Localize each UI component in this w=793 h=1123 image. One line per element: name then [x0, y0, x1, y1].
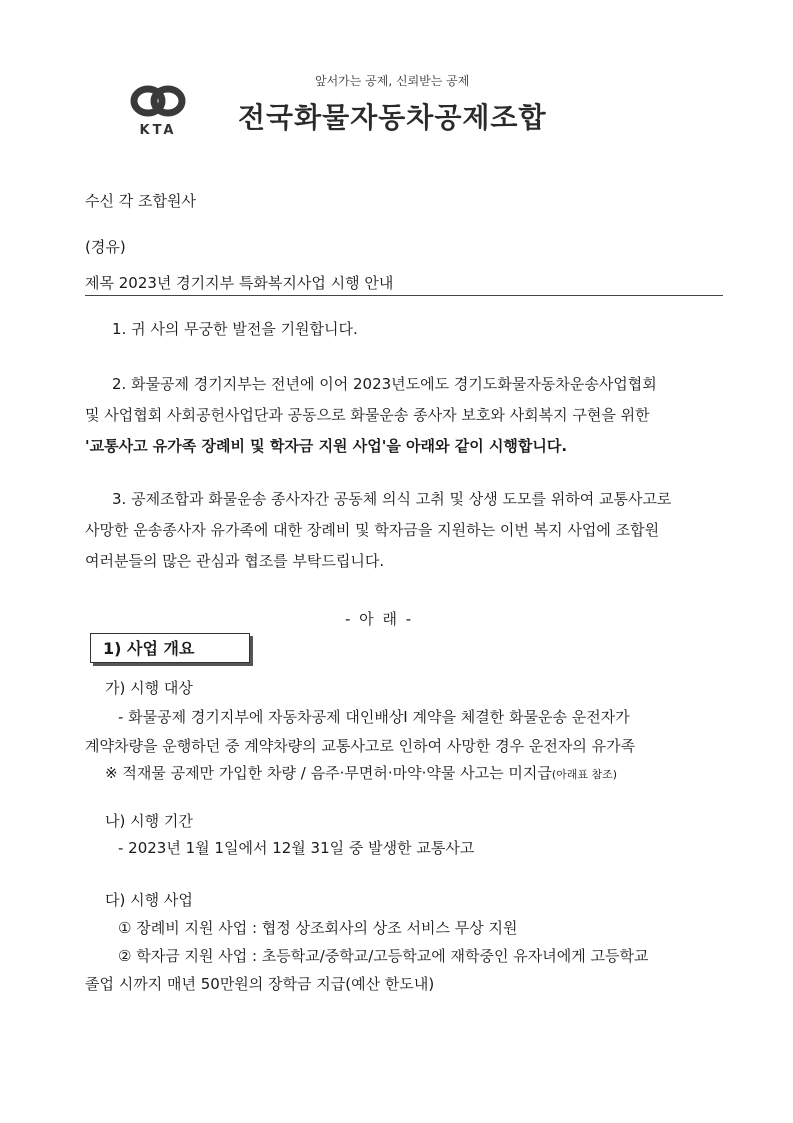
target-heading: 가) 시행 대상 — [105, 679, 193, 697]
subject-divider — [85, 295, 723, 296]
paragraph-3 — [85, 484, 725, 577]
subject-line: 제목 2023년 경기지부 특화복지사업 시행 안내 — [85, 274, 394, 292]
period-heading: 나) 시행 기간 — [105, 812, 193, 830]
logo-text: KTA — [139, 123, 177, 138]
paragraph-line: 3. 공제조합과 화물운송 종사자간 공동체 의식 고취 및 상생 도모를 위하여 교통사고로 — [112, 490, 672, 508]
target-line: 계약차량을 운행하던 중 계약차량의 교통사고로 인하여 사망한 경우 운전자의 유가족 — [85, 737, 636, 755]
program-item: ① 장례비 지원 사업 : 협정 상조회사의 상조 서비스 무상 지원 — [118, 919, 518, 937]
paragraph-line: 및 사업협회 사회공헌사업단과 공동으로 화물운송 종사자 보호와 사회복지 구현을 위한 — [85, 406, 650, 424]
paragraph-line: 여러분들의 많은 관심과 협조를 부탁드립니다. — [85, 552, 385, 570]
paragraph-line: '교통사고 유가족 장례비 및 학자금 지원 사업'을 아래와 같이 시행합니다. — [85, 437, 568, 455]
recipient-line: 수신 각 조합원사 — [85, 192, 196, 210]
organization-name: 전국화물자동차공제조합 — [238, 101, 547, 134]
below-marker: - 아 래 - — [345, 610, 414, 628]
program-item: ② 학자금 지원 사업 : 초등학교/중학교/고등학교에 재학중인 유자녀에게 고등학교 — [118, 947, 649, 965]
target-note-text: ※ 적재물 공제만 가입한 차량 / 음주·무면허·마약·약물 사고는 미지급 — [105, 764, 552, 782]
target-line: - 화물공제 경기지부에 자동차공제 대인배상Ⅰ 계약을 체결한 화물운송 운전자가 — [118, 708, 630, 726]
program-item-continued: 졸업 시까지 매년 50만원의 장학금 지급(예산 한도내) — [85, 975, 435, 993]
slogan: 앞서가는 공제, 신뢰받는 공제 — [315, 74, 470, 88]
paragraph-1 — [112, 314, 752, 345]
program-heading: 다) 시행 사업 — [105, 891, 193, 909]
target-note-ref: (아래표 참조) — [551, 768, 618, 781]
paragraph-line: 1. 귀 사의 무궁한 발전을 기원합니다. — [112, 320, 358, 338]
period-line: - 2023년 1월 1일에서 12월 31일 중 발생한 교통사고 — [118, 839, 475, 857]
kta-logo-icon — [128, 85, 188, 125]
kta-logo — [128, 85, 188, 145]
paragraph-line: 사망한 운송종사자 유가족에 대한 장례비 및 학자금을 지원하는 이번 복지 사업에 조합원 — [85, 521, 660, 539]
via-line: (경유) — [85, 238, 126, 256]
section-title: 1) 사업 개요 — [90, 633, 250, 663]
paragraph-2 — [85, 369, 725, 462]
paragraph-line: 2. 화물공제 경기지부는 전년에 이어 2023년도에도 경기도화물자동차운송사업협회 — [112, 375, 657, 393]
target-note — [105, 762, 617, 783]
